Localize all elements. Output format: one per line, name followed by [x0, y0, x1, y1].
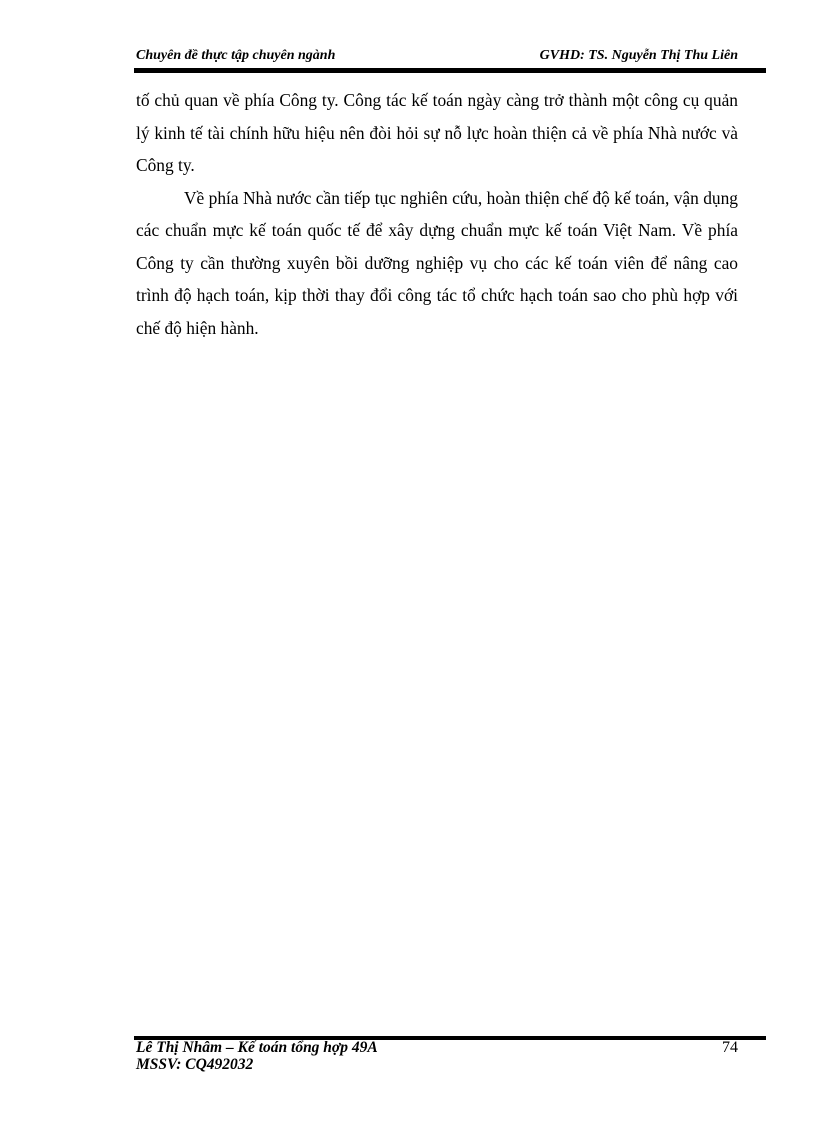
footer-student-id: MSSV: CQ492032	[136, 1056, 254, 1073]
body-paragraph: Về phía Nhà nước cần tiếp tục nghiên cứu, hoàn thiện chế độ kế toán, vận dụng các chuẩn mực kế toán quốc tế để xây dựng chuẩn mực kế toán Việt Nam. Về phía Công ty cần thường xuyên bồi dưỡng nghiệp vụ cho các kế toán viên để nâng cao trình độ hạch toán, kịp thời thay đổi công tác tổ chức hạch toán sao cho phù hợp với chế độ hiện hành.	[136, 187, 738, 338]
footer-author: Lê Thị Nhâm – Kế toán tổng hợp 49A	[136, 1039, 378, 1056]
document-body	[136, 84, 738, 344]
page-footer	[136, 1039, 738, 1073]
page-header	[136, 48, 738, 68]
header-divider	[134, 68, 766, 73]
page-number: 74	[722, 1039, 738, 1056]
body-paragraph: tố chủ quan về phía Công ty. Công tác kế toán ngày càng trở thành một công cụ quản lý kinh tế tài chính hữu hiệu nên đòi hỏi sự nỗ lực hoàn thiện cả về phía Nhà nước và Công ty.	[136, 90, 738, 175]
header-course-title: Chuyên đề thực tập chuyên ngành	[136, 48, 336, 63]
header-supervisor: GVHD: TS. Nguyễn Thị Thu Liên	[539, 48, 738, 63]
